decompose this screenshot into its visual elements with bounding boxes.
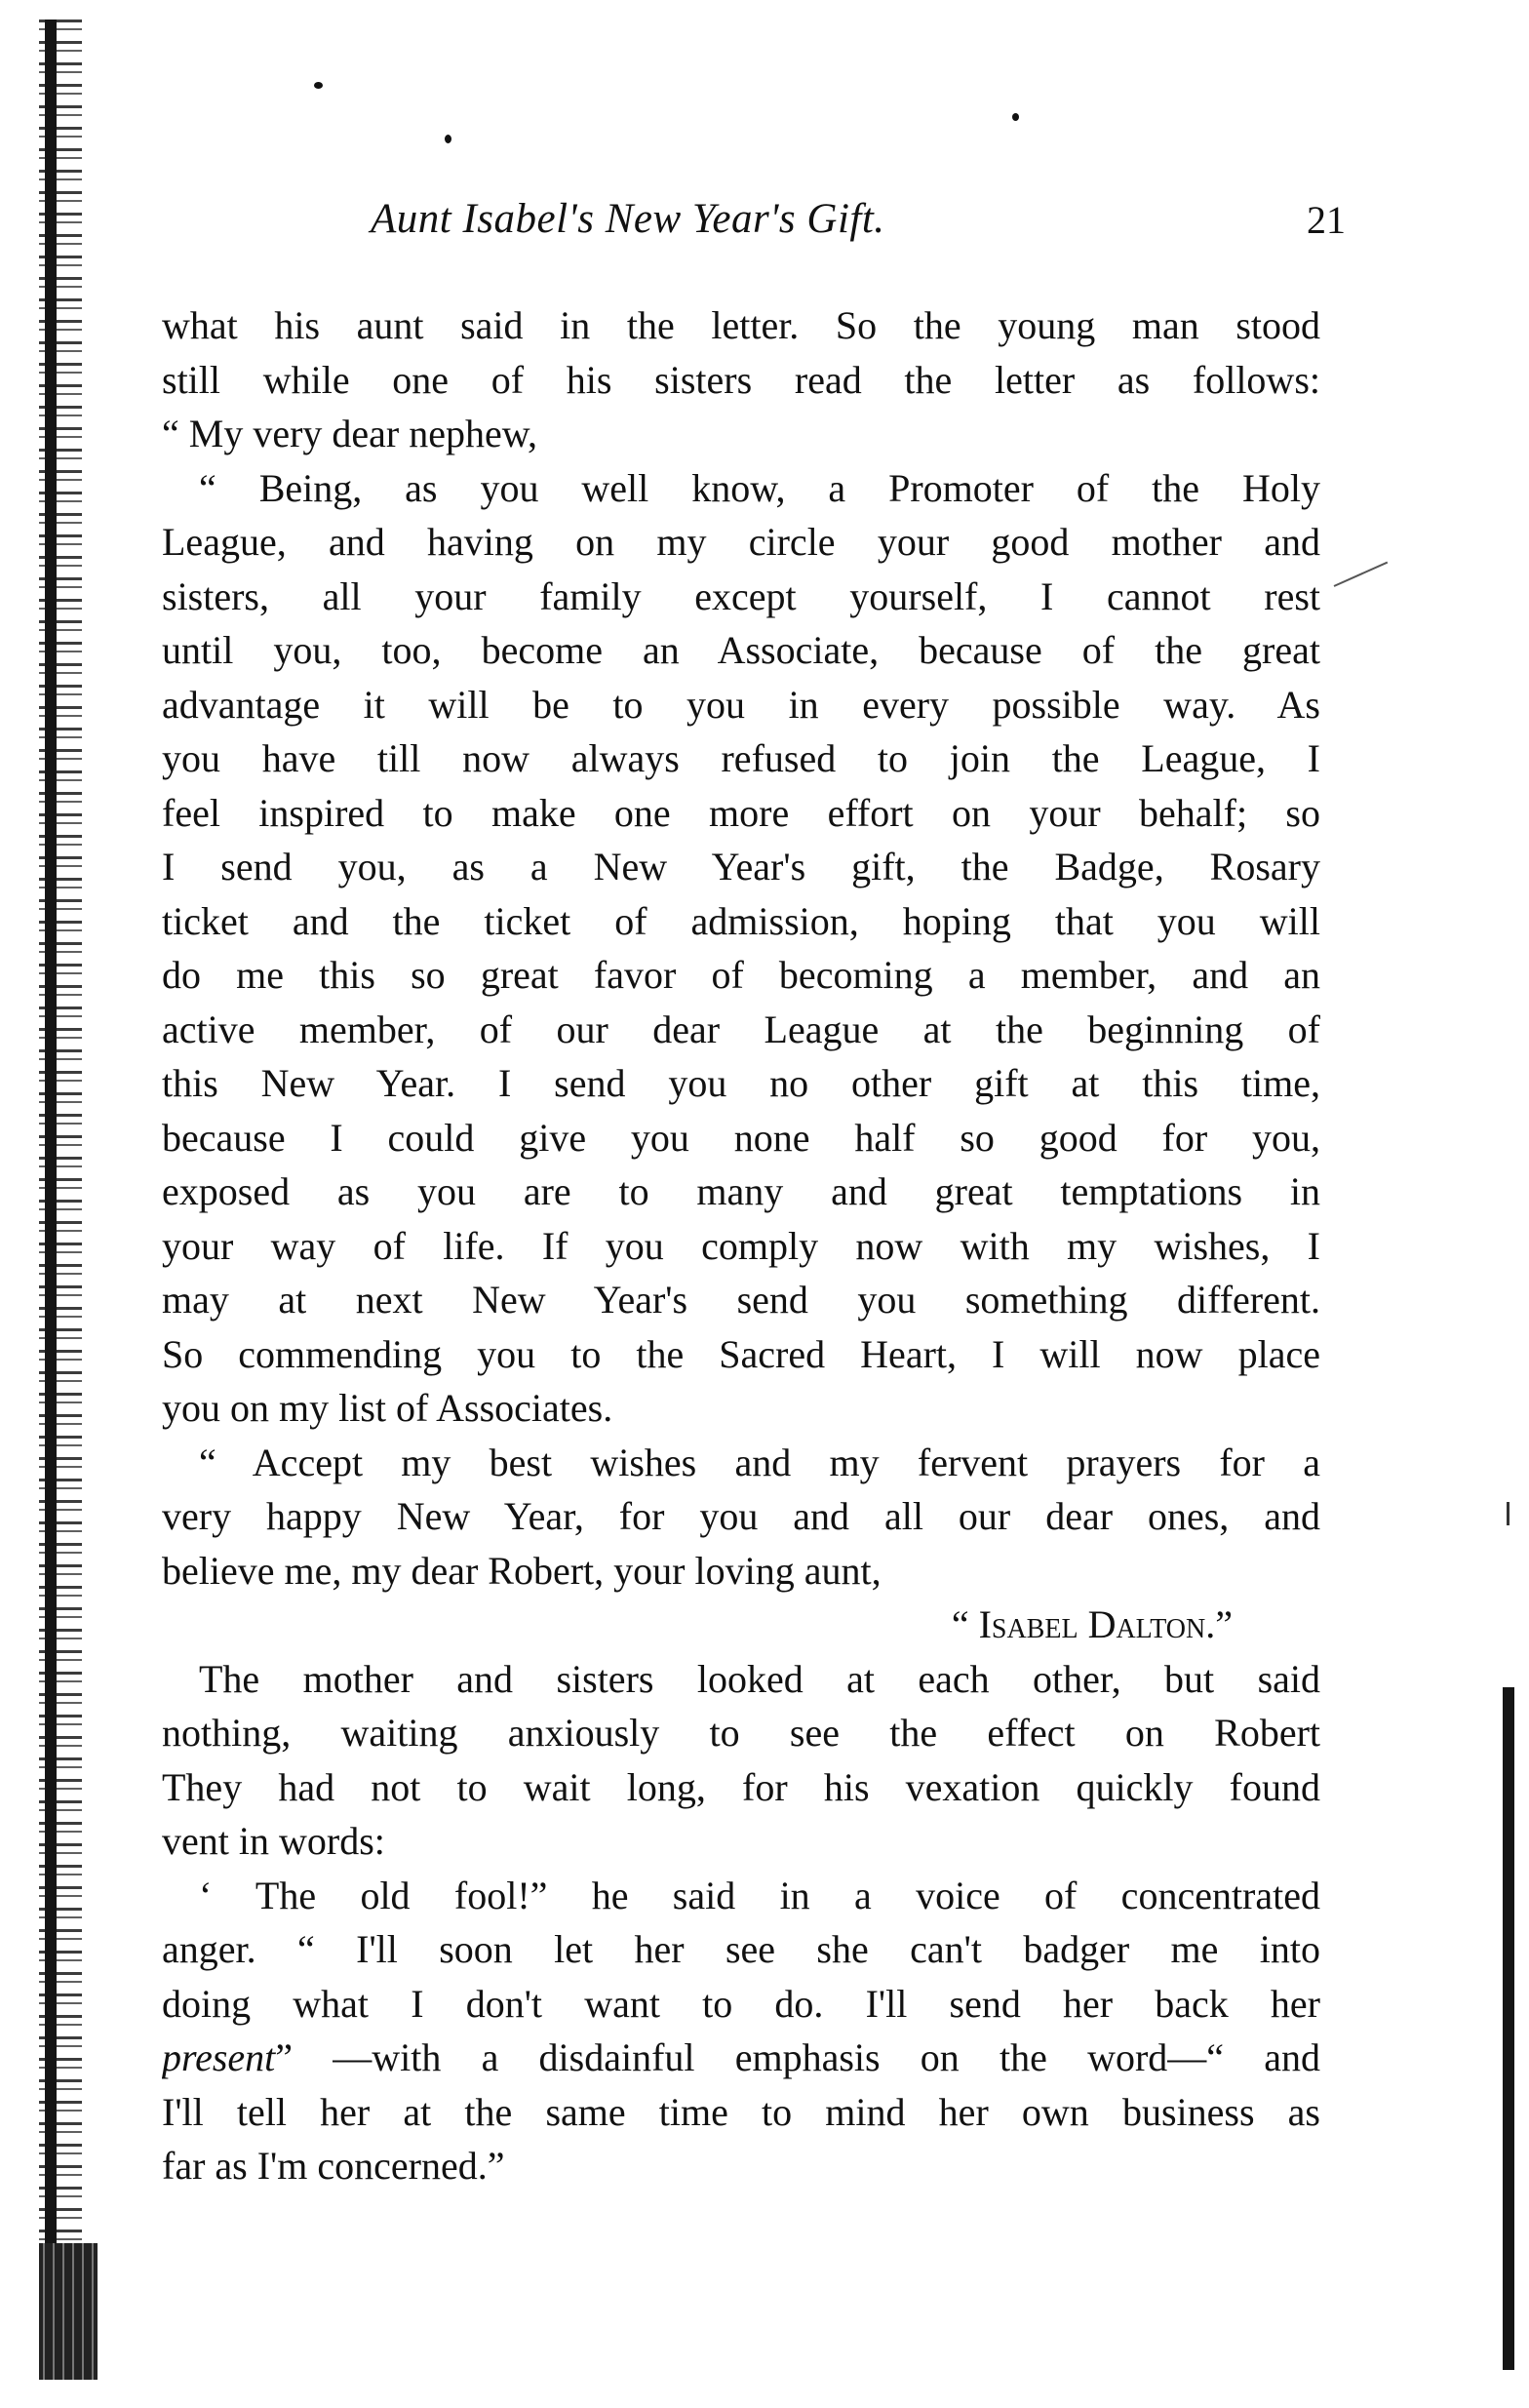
right-edge-tick xyxy=(1507,1502,1509,1525)
letter-signature: “ Isabel Dalton.” xyxy=(951,1602,1233,1646)
text-line: League, and having on my circle your good mother and xyxy=(162,520,1320,564)
text-line: advantage it will be to you in every possible way. As xyxy=(162,682,1320,727)
ink-speck xyxy=(314,82,323,89)
text-line: still while one of his sisters read the letter as follows: xyxy=(162,357,1320,402)
running-title: Aunt Isabel's New Year's Gift. xyxy=(371,196,885,242)
text-line: vent in words: xyxy=(162,1819,385,1863)
text-line: your way of life. If you comply now with my wishes, I xyxy=(162,1223,1320,1268)
text-line: doing what I don't want to do. I'll send her back her xyxy=(162,1981,1320,2026)
text-line: nothing, waiting anxiously to see the effect on Robert xyxy=(162,1711,1320,1755)
text-line: exposed as you are to many and great temptations in xyxy=(162,1169,1320,1213)
text-line xyxy=(162,2031,1320,2085)
text-line: until you, too, become an Associate, because of the great xyxy=(162,628,1320,672)
emphasis-present: present xyxy=(162,2035,276,2079)
text-line: very happy New Year, for you and all our dear ones, and xyxy=(162,1494,1320,1538)
binding-edge xyxy=(45,20,57,2380)
body-text xyxy=(162,298,1320,2193)
text-line: you on my list of Associates. xyxy=(162,1386,613,1430)
text-line: They had not to wait long, for his vexation quickly found xyxy=(162,1764,1320,1809)
ink-speck xyxy=(445,135,451,143)
text-line: may at next New Year's send you something different. xyxy=(162,1278,1320,1322)
text-line: because I could give you none half so good for you, xyxy=(162,1115,1320,1160)
text-line: sisters, all your family except yourself, I cannot rest xyxy=(162,573,1320,618)
text-line: active member, of our dear League at the beginning of xyxy=(162,1007,1320,1051)
page-number: 21 xyxy=(1307,198,1346,242)
text-line: do me this so great favor of becoming a member, and an xyxy=(162,953,1320,997)
text-line: “ My very dear nephew, xyxy=(162,412,538,455)
ink-speck xyxy=(1012,113,1019,121)
text-line: “ Being, as you well know, a Promoter of the Holy xyxy=(199,465,1320,510)
text-line: I'll tell her at the same time to mind her own business as xyxy=(162,2089,1320,2134)
right-edge-rule xyxy=(1503,1687,1514,2370)
text-line: anger. “ I'll soon let her see she can't badger me into xyxy=(162,1927,1320,1971)
binding-edge-bottom xyxy=(39,2243,98,2380)
text-line: ticket and the ticket of admission, hoping that you will xyxy=(162,898,1320,943)
text-line: So commending you to the Sacred Heart, I will now place xyxy=(162,1331,1320,1376)
text-line: you have till now always refused to join the League, I xyxy=(162,736,1320,780)
text-line: ‘ The old fool!” he said in a voice of concentrated xyxy=(199,1873,1320,1917)
margin-pencil-mark xyxy=(1334,562,1389,587)
text-line: “ Accept my best wishes and my fervent prayers for a xyxy=(199,1440,1320,1484)
text-fragment: ” —with a disdainful emphasis on the word—“ and xyxy=(275,2035,1320,2079)
text-line: The mother and sisters looked at each other, but said xyxy=(199,1656,1320,1701)
text-line: what his aunt said in the letter. So the young man stood xyxy=(162,303,1320,347)
text-line: believe me, my dear Robert, your loving aunt, xyxy=(162,1548,882,1593)
text-line: feel inspired to make one more effort on your behalf; so xyxy=(162,790,1320,835)
running-header xyxy=(371,195,1355,254)
text-line: this New Year. I send you no other gift at this time, xyxy=(162,1061,1320,1105)
text-line: far as I'm concerned.” xyxy=(162,2144,505,2188)
text-line: I send you, as a New Year's gift, the Badge, Rosary xyxy=(162,845,1320,888)
